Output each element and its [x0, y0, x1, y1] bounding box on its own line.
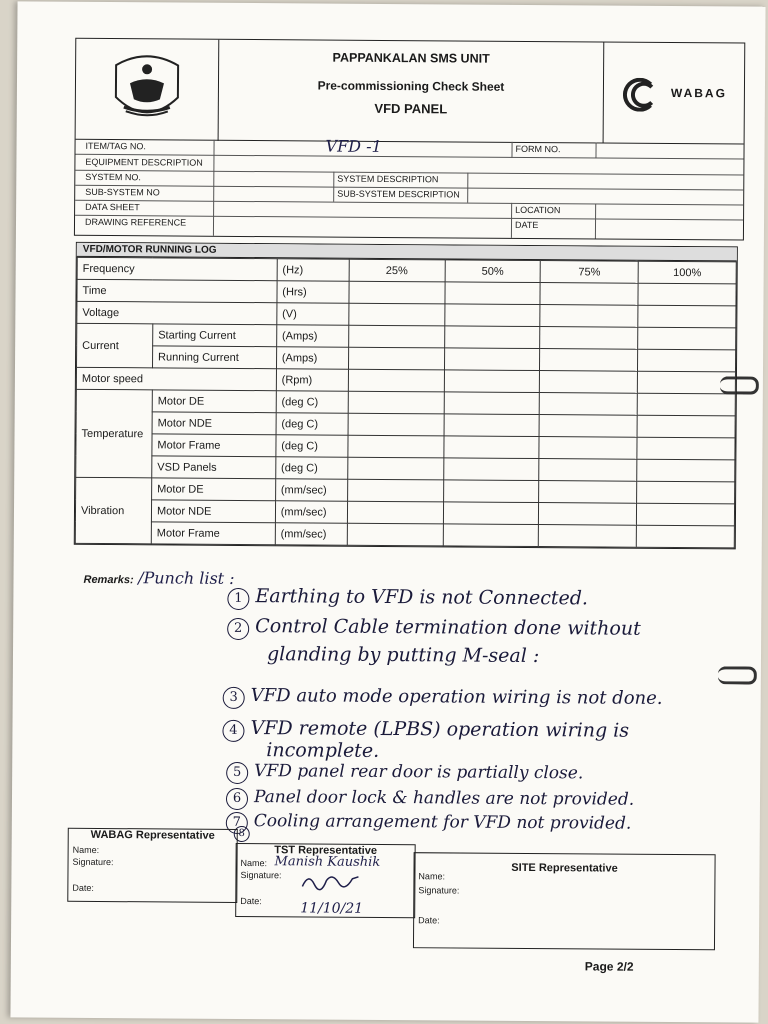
row-unit: (mm/sec) — [275, 479, 347, 502]
wabag-logo — [603, 42, 745, 144]
column-header: 25% — [349, 259, 445, 282]
punch-item-6: 6 Panel door lock & handles are not provided. — [226, 787, 634, 813]
punch-item-1: 1 Earthing to VFD is not Connected. — [227, 585, 588, 613]
row-label: Frequency — [77, 257, 277, 280]
tst-name-label: Name: — [240, 857, 268, 869]
row-unit: (Hz) — [277, 259, 349, 282]
row-label: Motor Frame — [152, 434, 276, 457]
row-label: Motor NDE — [152, 412, 276, 435]
row-unit: (Amps) — [276, 347, 348, 370]
row-unit: (Hrs) — [277, 281, 349, 304]
wabag-date-label: Date: — [72, 882, 94, 893]
row-label: Motor DE — [152, 478, 276, 501]
data-sheet-label: DATA SHEET — [85, 201, 140, 213]
table-row — [75, 521, 734, 548]
tst-signature-label: Signature: — [240, 869, 282, 881]
row-label: Time — [77, 279, 277, 302]
row-label: Motor speed — [76, 367, 276, 390]
column-header: 50% — [445, 260, 541, 283]
row-unit: (deg C) — [276, 413, 348, 436]
form-no-label: FORM NO. — [515, 143, 561, 155]
row-label: Motor NDE — [151, 500, 275, 523]
binder-ring — [718, 666, 757, 684]
site-representative-box — [413, 852, 716, 950]
row-label: Running Current — [152, 346, 276, 369]
item-tag-label: ITEM/TAG NO. — [85, 140, 146, 152]
site-name-label: Name: — [418, 871, 446, 882]
row-unit: (V) — [277, 303, 349, 326]
wabag-name-label: Name: — [72, 844, 100, 855]
tst-representative-title: TST Representative — [274, 844, 378, 857]
row-unit: (Rpm) — [276, 369, 348, 392]
panel-title: VFD PANEL — [374, 100, 448, 117]
subsystem-no-label: SUB-SYSTEM NO — [85, 186, 160, 198]
wabag-representative-box — [67, 828, 238, 903]
tst-signature-scribble — [300, 870, 360, 892]
column-header: 75% — [540, 261, 638, 284]
document-page — [10, 1, 765, 1022]
group-label: Current — [77, 323, 153, 368]
punch-item-4-continued: incomplete. — [266, 739, 380, 762]
signature-block — [67, 828, 718, 953]
wabag-representative-title: WABAG Representative — [90, 828, 215, 842]
header-block — [74, 38, 745, 241]
punch-item-3: 3 VFD auto mode operation wiring is not done. — [223, 685, 663, 712]
punch-item-2-continued: glanding by putting M-seal : — [266, 643, 540, 668]
location-label: LOCATION — [515, 204, 561, 216]
running-log-table — [74, 242, 738, 550]
item-tag-value: VFD -1 — [325, 136, 382, 156]
system-description-label: SYSTEM DESCRIPTION — [337, 173, 439, 185]
punch-item-2: 2 Control Cable termination done without — [227, 615, 641, 643]
drawing-reference-label: DRAWING REFERENCE — [84, 216, 187, 228]
column-header: 100% — [638, 261, 736, 284]
tst-date-value: 11/10/21 — [300, 900, 364, 917]
row-unit: (mm/sec) — [275, 501, 347, 524]
row-unit: (Amps) — [276, 325, 348, 348]
date-label: DATE — [514, 219, 539, 231]
header-titles — [218, 40, 605, 144]
row-unit: (deg C) — [276, 435, 348, 458]
wabag-arcs-icon — [621, 76, 667, 110]
punch-item-5: 5 VFD panel rear door is partially close. — [226, 761, 583, 786]
row-unit: (deg C) — [275, 457, 347, 480]
row-label: Motor Frame — [151, 522, 275, 545]
row-unit: (deg C) — [276, 391, 348, 414]
group-label: Temperature — [76, 389, 153, 478]
row-label: VSD Panels — [152, 456, 276, 479]
running-log-title: VFD/MOTOR RUNNING LOG — [77, 243, 737, 262]
row-label: Starting Current — [153, 324, 277, 347]
row-label: Motor DE — [152, 390, 276, 413]
tst-date-label: Date: — [240, 895, 262, 907]
row-unit: (mm/sec) — [275, 523, 347, 546]
site-signature-label: Signature: — [418, 885, 460, 896]
equipment-description-label: EQUIPMENT DESCRIPTION — [85, 156, 203, 168]
punch-item-4: 4 VFD remote (LPBS) operation wiring is — [222, 717, 629, 745]
subsystem-description-label: SUB-SYSTEM DESCRIPTION — [337, 188, 460, 200]
punch-item-8: 8 — [234, 825, 256, 842]
remarks-label: Remarks: — [83, 573, 134, 587]
row-label: Voltage — [77, 301, 277, 324]
tst-name-value: Manish Kaushik — [274, 854, 381, 870]
site-representative-title: SITE Representative — [511, 861, 618, 875]
punch-list-label: /Punch list : — [138, 568, 235, 588]
system-no-label: SYSTEM NO. — [85, 171, 141, 183]
brand-name: WABAG — [670, 85, 727, 101]
site-date-label: Date: — [418, 915, 440, 926]
wabag-signature-label: Signature: — [72, 856, 114, 868]
sheet-title: Pre-commissioning Check Sheet — [317, 78, 505, 94]
page-number: Page 2/2 — [584, 959, 634, 974]
unit-title: PAPPANKALAN SMS UNIT — [332, 50, 490, 66]
punch-item-7: 7 Cooling arrangement for VFD not provided. — [226, 811, 632, 837]
group-label: Vibration — [75, 477, 151, 544]
municipal-emblem-logo — [76, 39, 220, 141]
tst-representative-box — [235, 843, 416, 918]
